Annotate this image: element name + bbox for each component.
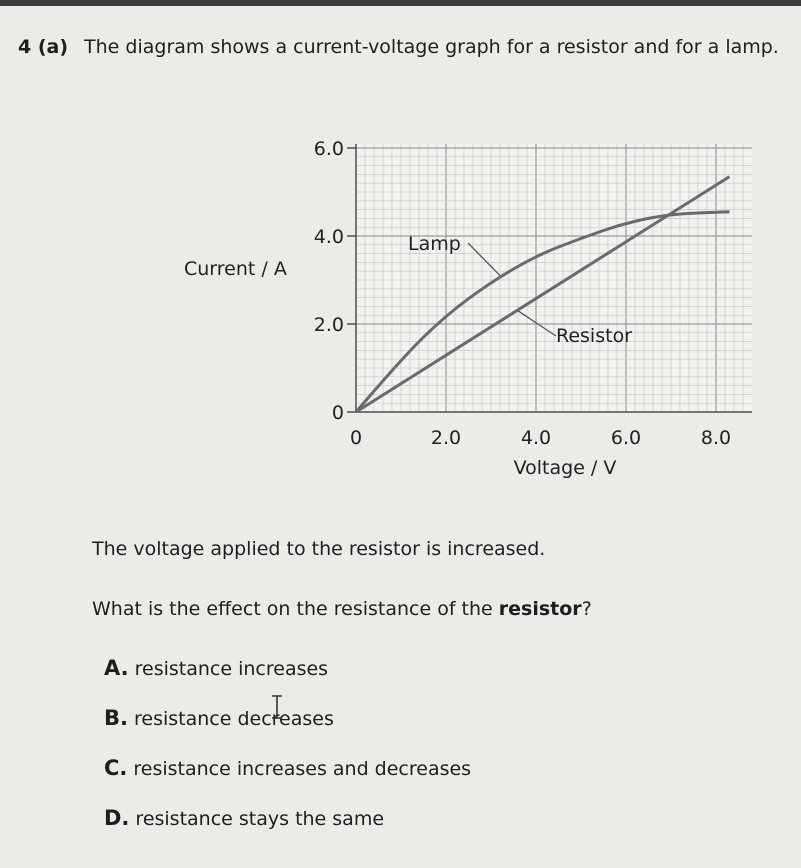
question-stem-2 — [92, 598, 592, 620]
y-tick-label: 4.0 — [313, 226, 344, 248]
stem-bold-word: resistor — [498, 598, 582, 620]
option-a[interactable] — [104, 656, 328, 680]
y-tick-label: 6.0 — [313, 138, 344, 160]
stem-prefix: What is the effect on the resistance of the — [92, 598, 499, 620]
option-d[interactable] — [104, 806, 384, 830]
option-b-letter: B. — [104, 706, 128, 730]
option-d-text: resistance stays the same — [135, 808, 385, 830]
question-intro: The diagram shows a current-voltage graph for a resistor and for a lamp. — [84, 36, 779, 58]
x-tick-label: 4.0 — [520, 427, 552, 449]
option-c-letter: C. — [104, 756, 128, 780]
x-tick-label: 0 — [349, 427, 363, 449]
x-tick-label: 6.0 — [610, 427, 642, 449]
y-axis-label: Current / A — [184, 258, 287, 280]
option-a-letter: A. — [104, 656, 129, 680]
stem-suffix: ? — [581, 598, 592, 620]
option-d-letter: D. — [104, 806, 130, 830]
option-a-text: resistance increases — [134, 658, 329, 680]
x-tick-label: 8.0 — [700, 427, 732, 449]
x-axis-label: Voltage / V — [513, 457, 617, 479]
question-number: 4 (a) — [18, 36, 69, 58]
option-c-text: resistance increases and decreases — [133, 758, 472, 780]
annotation-resistor: Resistor — [556, 325, 632, 347]
text-cursor-icon — [270, 694, 284, 720]
option-b-text: resistance decreases — [133, 708, 334, 730]
option-b[interactable] — [104, 706, 334, 730]
option-c[interactable] — [104, 756, 471, 780]
y-tick-label: 0 — [331, 402, 344, 424]
annotation-lamp: Lamp — [408, 233, 461, 255]
x-tick-label: 2.0 — [430, 427, 462, 449]
y-tick-label: 2.0 — [313, 314, 344, 336]
question-stem-1: The voltage applied to the resistor is increased. — [92, 538, 546, 560]
